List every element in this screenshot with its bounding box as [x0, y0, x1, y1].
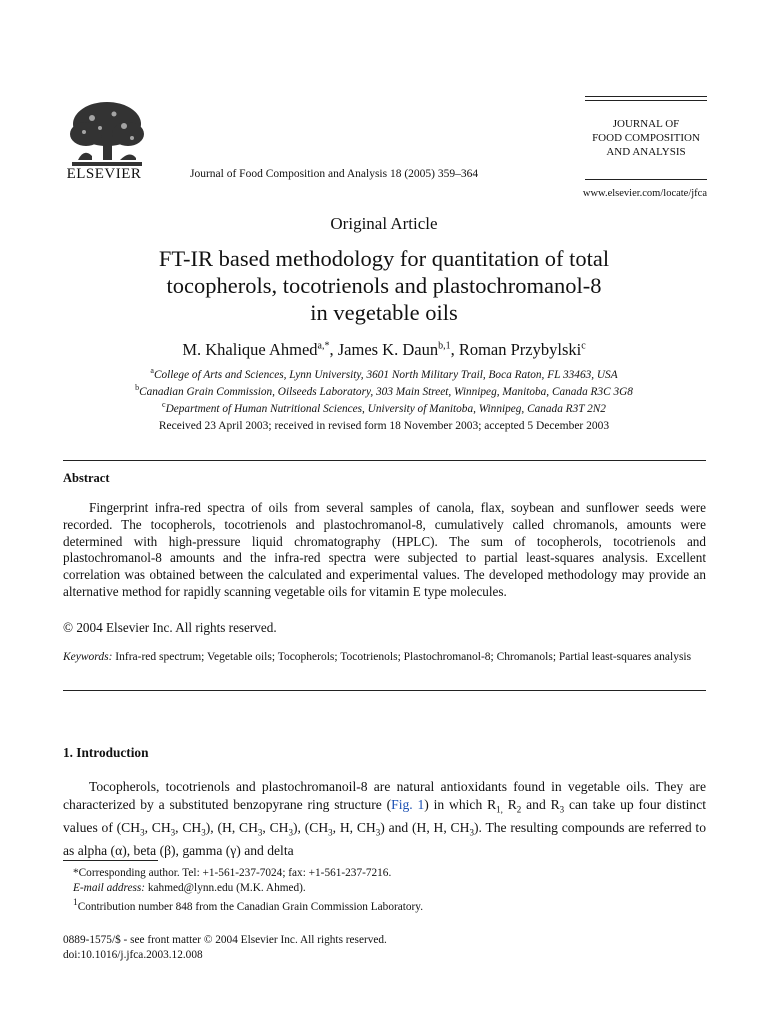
corresponding-author-note: *Corresponding author. Tel: +1-561-237-7024; fax: +1-561-237-7216. — [73, 867, 392, 879]
subscript: 3 — [559, 804, 565, 815]
divider — [63, 460, 706, 461]
subscript: 2 — [516, 804, 522, 815]
intro-text: R — [502, 796, 517, 812]
publisher-name: ELSEVIER — [66, 166, 142, 182]
affiliation — [0, 400, 768, 415]
journal-name-line: AND ANALYSIS — [606, 146, 686, 158]
author-name: Roman Przybylski — [458, 340, 582, 359]
journal-name — [585, 117, 707, 159]
journal-box-rule-top — [585, 96, 707, 97]
affiliation-mark: a — [150, 366, 154, 375]
intro-text: can take up four distinct values of (CH — [63, 796, 707, 835]
email-note — [63, 881, 706, 896]
footnotes — [63, 866, 706, 915]
article-title — [0, 245, 768, 326]
divider — [63, 690, 706, 691]
abstract-text: Fingerprint infra-red spectra of oils from several samples of canola, flax, soybean and sunflower seeds were recorded. The tocopherols, tocotrienols and plastochromanol-8, cumulatively called chromanols, amounts were determined with high-pressure liquid chromatography (HPLC). The sum of tocopherols, tocotrienols and plastochromanol-8 amounts and the infra-red spectra were subjected to partial least-squares analysis. Excellent correlation was obtained between the calculated and experimental values. The developed methodology may provide an alternative method for rapidly scanning vegetable oils for vitamin E type molecules. — [63, 500, 706, 599]
journal-box-rule-bottom — [585, 179, 707, 180]
journal-url[interactable]: www.elsevier.com/locate/jfca — [582, 188, 707, 199]
footnote-rule — [63, 860, 158, 861]
title-line: FT-IR based methodology for quantitation of total — [158, 246, 610, 271]
journal-reference: Journal of Food Composition and Analysis 18 (2005) 359–364 — [190, 168, 479, 180]
received-dates: Received 23 April 2003; received in revised form 18 November 2003; accepted 5 December 2003 — [158, 420, 610, 432]
affiliation — [0, 383, 768, 398]
affiliation — [0, 366, 768, 381]
intro-text: and R — [521, 796, 560, 812]
journal-name-box — [585, 96, 707, 180]
author-separator: , — [450, 340, 459, 359]
section-heading: 1. Introduction — [63, 745, 149, 760]
author-marks: a,* — [317, 340, 330, 352]
keywords-label: Keywords: — [63, 651, 113, 663]
intro-text: The resulting compounds are referred to as alpha (α), beta (β), gamma (γ) and delta — [63, 819, 706, 858]
issn-line: 0889-1575/$ - see front matter © 2004 Elsevier Inc. All rights reserved. — [63, 934, 387, 946]
intro-text: Tocopherols, tocotrienols and plastochromanoil-8 are natural antioxidants found in vegetable oils. They are characterized by a substituted benzopyrane ring structure ( — [63, 779, 706, 812]
author-name: James K. Daun — [337, 340, 439, 359]
keywords-text: Infra-red spectrum; Vegetable oils; Tocopherols; Tocotrienols; Plastochromanol-8; Chromanols; Partial least-squares analysis — [115, 651, 692, 663]
copyright: © 2004 Elsevier Inc. All rights reserved. — [63, 620, 277, 635]
footnote-mark: 1 — [73, 898, 78, 908]
journal-name-line: JOURNAL OF — [612, 118, 680, 130]
author-marks: c — [581, 340, 586, 352]
title-line: in vegetable oils — [310, 300, 458, 325]
author-marks: b,1 — [438, 340, 451, 352]
title-line: tocopherols, tocotrienols and plastochromanol-8 — [166, 273, 602, 298]
footnote-1 — [63, 896, 706, 915]
email-label: E-mail address: — [73, 882, 146, 894]
author-separator: , — [329, 340, 338, 359]
author-name: M. Khalique Ahmed — [182, 340, 318, 359]
affiliation-text: Department of Human Nutritional Sciences, University of Manitoba, Winnipeg, Canada R3T 2N2 — [165, 402, 606, 415]
journal-box-rule-top-2 — [585, 100, 707, 101]
keywords — [63, 650, 706, 665]
affiliation-text: College of Arts and Sciences, Lynn University, 3601 North Military Trail, Boca Raton, FL 33463, USA — [153, 368, 618, 381]
author-list — [0, 340, 768, 360]
doi-line[interactable]: doi:10.1016/j.jfca.2003.12.008 — [63, 949, 203, 961]
affiliation-mark: c — [162, 400, 166, 409]
article-type: Original Article — [330, 214, 438, 233]
figure-link[interactable]: Fig. 1 — [391, 796, 425, 812]
subscript: 1, — [496, 804, 503, 815]
affiliation-text: Canadian Grain Commission, Oilseeds Laboratory, 303 Main Street, Winnipeg, Manitoba, Canada R3C 3G8 — [139, 385, 633, 398]
bottom-info — [63, 933, 387, 963]
abstract-heading: Abstract — [63, 471, 110, 485]
intro-paragraph: Tocopherols, tocotrienols and plastochromanoil-8 are natural antioxidants found in vegetable oils. They are characterized by a substituted benzopyrane ring structure (Fig. 1) in which $R_{1,}$ $R_2$ and $R_3$ can take up four distinct values of ($CH_3$, $CH_3$, $CH_3$), (H, $CH_3$, $CH_3$), ($CH_3$, H, $CH_3$) and (H, H, $CH_3$). The resulting compounds are referred to as alpha (α), beta (β), gamma (γ) and delta — [63, 779, 707, 858]
footnote-text: Contribution number 848 from the Canadian Grain Commission Laboratory. — [77, 900, 424, 913]
intro-text: ) in which R — [424, 796, 497, 812]
email-address[interactable]: kahmed@lynn.edu (M.K. Ahmed). — [147, 882, 306, 894]
journal-name-line: FOOD COMPOSITION — [592, 132, 700, 144]
affiliation-mark: b — [135, 383, 140, 392]
